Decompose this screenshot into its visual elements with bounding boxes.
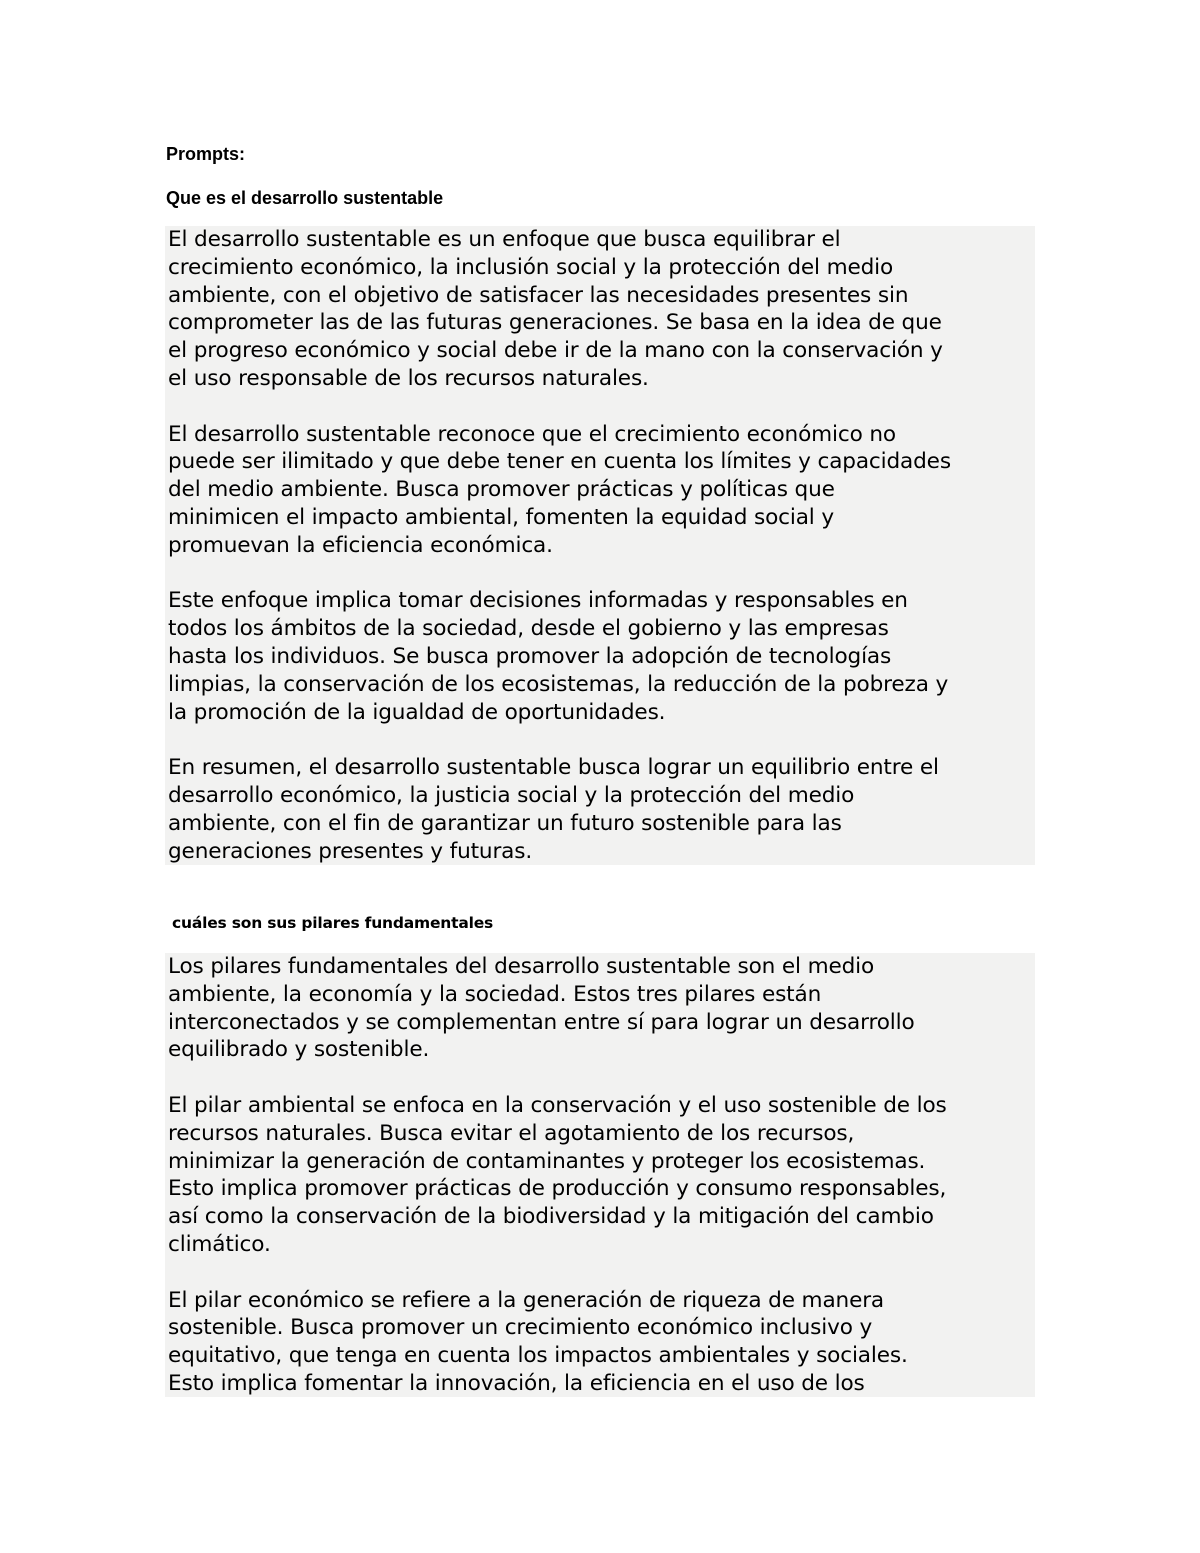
text-line: todos los ámbitos de la sociedad, desde el gobierno y las empresas — [168, 616, 889, 642]
text-line: minimicen el impacto ambiental, fomenten la equidad social y — [168, 504, 834, 530]
answer-1-paragraph-4 — [168, 754, 1033, 865]
text-line: hasta los individuos. Se busca promover la adopción de tecnologías — [168, 643, 892, 669]
question-2-heading: cuáles son sus pilares fundamentales — [172, 914, 494, 932]
answer-1-paragraph-1 — [168, 226, 1033, 393]
text-line: ambiente, con el fin de garantizar un futuro sostenible para las — [168, 810, 842, 836]
text-line: equilibrado y sostenible. — [168, 1037, 430, 1063]
answer-2-paragraph-1 — [168, 953, 1033, 1064]
text-line: Esto implica promover prácticas de producción y consumo responsables, — [168, 1176, 947, 1202]
page-heading: Prompts: — [166, 144, 246, 164]
text-line: generaciones presentes y futuras. — [168, 838, 533, 864]
text-line: comprometer las de las futuras generaciones. Se basa en la idea de que — [168, 310, 942, 336]
text-line: sostenible. Busca promover un crecimiento económico inclusivo y — [168, 1315, 873, 1341]
text-line: recursos naturales. Busca evitar el agotamiento de los recursos, — [168, 1120, 855, 1146]
text-line: promuevan la eficiencia económica. — [168, 532, 553, 558]
text-line: climático. — [168, 1231, 271, 1257]
text-line: ambiente, la economía y la sociedad. Estos tres pilares están — [168, 981, 822, 1007]
text-line: desarrollo económico, la justicia social y la protección del medio — [168, 782, 855, 808]
text-line: limpias, la conservación de los ecosistemas, la reducción de la pobreza y — [168, 671, 949, 697]
text-line: Los pilares fundamentales del desarrollo sustentable son el medio — [168, 954, 875, 979]
text-line: interconectados y se complementan entre sí para lograr un desarrollo — [168, 1009, 915, 1035]
text-line: la promoción de la igualdad de oportunidades. — [168, 699, 666, 725]
text-line: El desarrollo sustentable reconoce que el crecimiento económico no — [168, 421, 896, 447]
text-line: crecimiento económico, la inclusión social y la protección del medio — [168, 254, 894, 280]
question-1-heading: Que es el desarrollo sustentable — [166, 188, 444, 208]
answer-1-block — [165, 226, 1035, 865]
text-line: minimizar la generación de contaminantes y proteger los ecosistemas. — [168, 1148, 926, 1174]
text-line: puede ser ilimitado y que debe tener en cuenta los límites y capacidades — [168, 449, 951, 475]
text-line: el uso responsable de los recursos naturales. — [168, 365, 649, 391]
text-line: El desarrollo sustentable es un enfoque que busca equilibrar el — [168, 227, 841, 252]
text-line: del medio ambiente. Busca promover prácticas y políticas que — [168, 477, 835, 503]
text-line: Este enfoque implica tomar decisiones informadas y responsables en — [168, 588, 908, 614]
answer-2-paragraph-3 — [168, 1287, 1033, 1397]
text-line: El pilar ambiental se enfoca en la conservación y el uso sostenible de los — [168, 1092, 947, 1118]
text-line: ambiente, con el objetivo de satisfacer las necesidades presentes sin — [168, 282, 909, 308]
text-line: En resumen, el desarrollo sustentable busca lograr un equilibrio entre el — [168, 755, 939, 781]
text-line: equitativo, que tenga en cuenta los impactos ambientales y sociales. — [168, 1343, 908, 1369]
answer-1-paragraph-3 — [168, 587, 1033, 726]
answer-2-block — [165, 953, 1035, 1397]
text-line: así como la conservación de la biodiversidad y la mitigación del cambio — [168, 1204, 934, 1230]
text-line: el progreso económico y social debe ir de la mano con la conservación y — [168, 338, 943, 364]
text-line: El pilar económico se refiere a la generación de riqueza de manera — [168, 1287, 885, 1313]
answer-1-paragraph-2 — [168, 421, 1033, 560]
answer-2-paragraph-2 — [168, 1092, 1033, 1259]
text-line: Esto implica fomentar la innovación, la eficiencia en el uso de los — [168, 1370, 865, 1396]
